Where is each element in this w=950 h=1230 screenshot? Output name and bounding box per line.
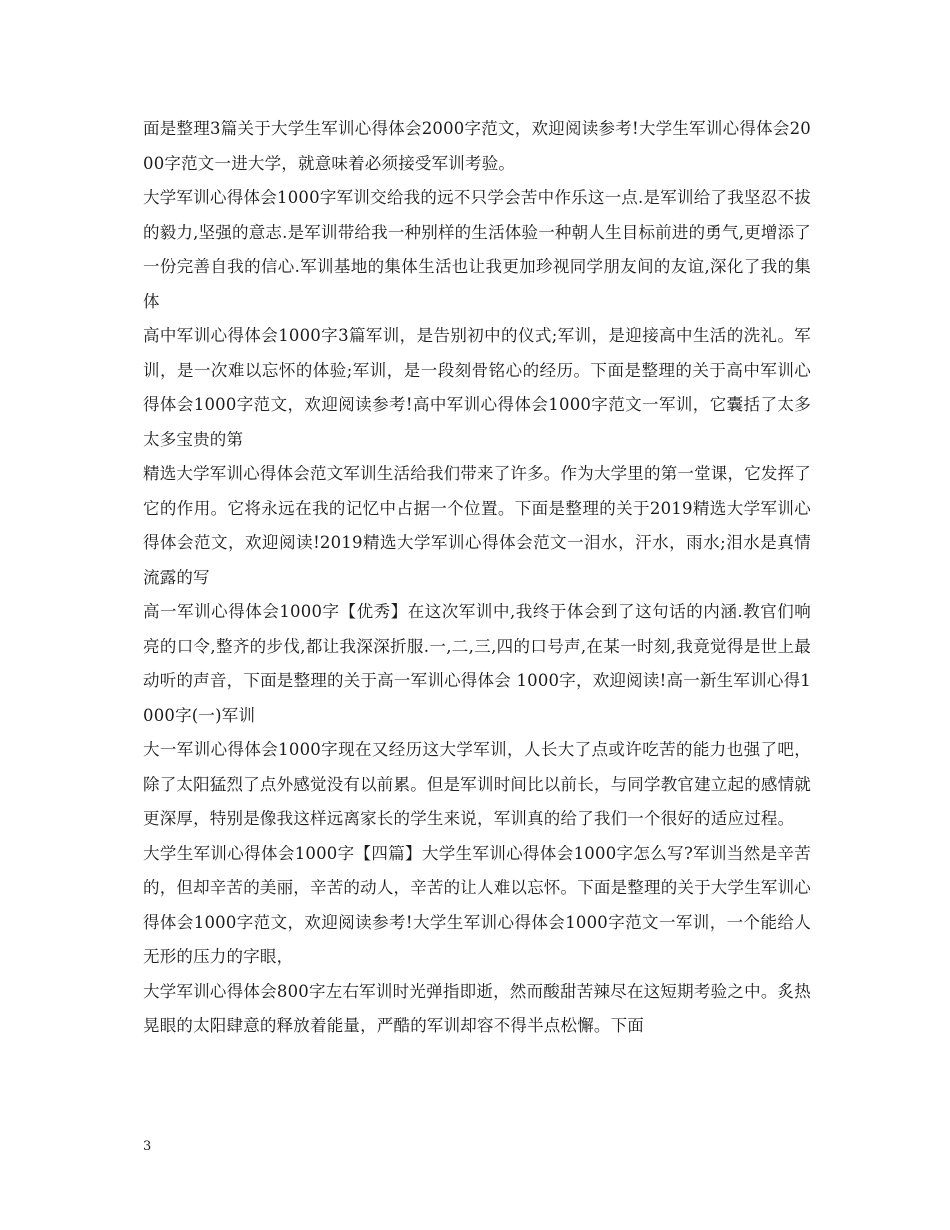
paragraph: 高一军训心得体会1000字【优秀】在这次军训中,我终于体会到了这句话的内涵.教官们响亮的口令,整齐的步伐,都让我深深折服.一,二,三,四的口号声,在某一时刻,我竟觉得是世上最动听的声音，下面是整理的关于高一军训心得体会 1000字，欢迎阅读!高一新生军训心得1000字(一)军训 — [143, 602, 811, 725]
paragraph: 大学军训心得体会1000字军训交给我的远不只学会苦中作乐这一点.是军训给了我坚忍不拔的毅力,坚强的意志.是军训带给我一种别样的生活体验一种朝人生目标前进的勇气,更增添了一份完善自我的信心.军训基地的集体生活也让我更加珍视同学朋友间的友谊,深化了我的集体 — [143, 188, 811, 311]
document-body — [143, 112, 811, 1044]
paragraph: 大学生军训心得体会1000字【四篇】大学生军训心得体会1000字怎么写?军训当然是辛苦的，但却辛苦的美丽，辛苦的动人，辛苦的让人难以忘怀。下面是整理的关于大学生军训心得体会1000字范文，欢迎阅读参考!大学生军训心得体会1000字范文一军训，一个能给人无形的压力的字眼， — [143, 843, 811, 966]
paragraph: 大学军训心得体会800字左右军训时光弹指即逝，然而酸甜苦辣尽在这短期考验之中。炙热晃眼的太阳肆意的释放着能量，严酷的军训却容不得半点松懈。下面 — [143, 981, 811, 1035]
paragraph: 面是整理3篇关于大学生军训心得体会2000字范文，欢迎阅读参考!大学生军训心得体会2000字范文一进大学，就意味着必须接受军训考验。 — [143, 119, 811, 173]
page-number: 3 — [143, 1139, 152, 1154]
paragraph: 精选大学军训心得体会范文军训生活给我们带来了许多。作为大学里的第一堂课，它发挥了它的作用。它将永远在我的记忆中占据一个位置。下面是整理的关于2019精选大学军训心得体会范文，欢迎阅读!2019精选大学军训心得体会范文一泪水，汗水，雨水;泪水是真情流露的写 — [143, 464, 811, 587]
paragraph: 大一军训心得体会1000字现在又经历这大学军训，人长大了点或许吃苦的能力也强了吧，除了太阳猛烈了点外感觉没有以前累。但是军训时间比以前长，与同学教官建立起的感情就更深厚，特别是像我这样远离家长的学生来说，军训真的给了我们一个很好的适应过程。 — [143, 740, 811, 828]
paragraph: 高中军训心得体会1000字3篇军训，是告别初中的仪式;军训，是迎接高中生活的洗礼。军训，是一次难以忘怀的体验;军训，是一段刻骨铭心的经历。下面是整理的关于高中军训心得体会1000字范文，欢迎阅读参考!高中军训心得体会1000字范文一军训，它囊括了太多太多宝贵的第 — [143, 326, 811, 449]
